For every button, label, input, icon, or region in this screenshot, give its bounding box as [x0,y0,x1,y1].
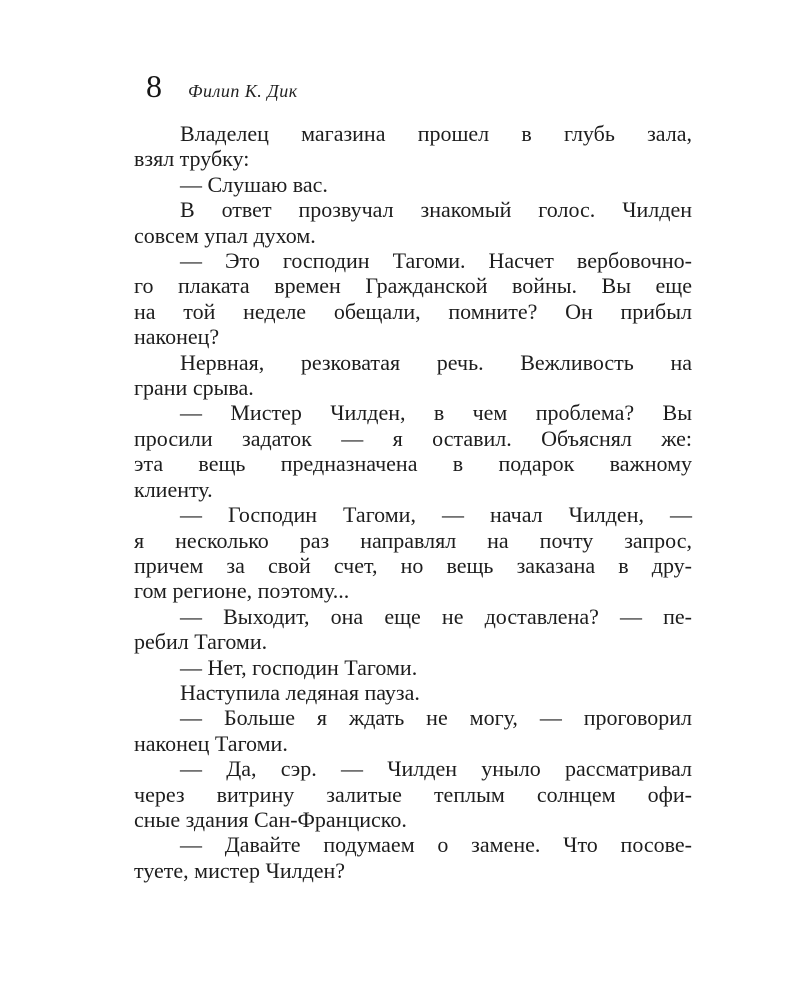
paragraph [134,400,692,502]
paragraph [134,832,692,883]
paragraph [134,172,692,197]
text-line: гом регионе, поэтому... [134,578,350,604]
text-line: — Нет, господин Тагоми. [180,654,418,680]
paragraph [134,756,692,832]
text-line: — Слушаю вас. [180,171,328,197]
paragraph [134,502,692,604]
text-line: — Да, сэр. — Чилден уныло рассматривал [180,756,692,782]
page-header [146,70,298,102]
paragraph [134,350,692,401]
text-line: наконец? [134,324,220,350]
paragraph [134,680,692,705]
text-line: взял трубку: [134,146,250,172]
text-line: на той неделе обещали, помните? Он прибыл [134,298,692,324]
text-line: — Господин Тагоми, — начал Чилден, — [180,502,692,528]
text-line: совсем упал духом. [134,222,316,248]
paragraph [134,197,692,248]
text-line: грани срыва. [134,375,254,401]
text-line: Наступила ледяная пауза. [180,679,420,705]
text-line: Нервная, резковатая речь. Вежливость на [180,349,692,375]
text-line: — Давайте подумаем о замене. Что посове- [180,832,692,858]
text-line: Владелец магазина прошел в глубь зала, [180,121,692,146]
text-line: ребил Тагоми. [134,629,268,655]
page-number: 8 [146,68,162,104]
paragraph [134,248,692,350]
paragraph [134,604,692,655]
text-line: — Это господин Тагоми. Насчет вербовочно- [180,248,692,274]
text-line: туете, мистер Чилден? [134,857,346,883]
text-line: — Больше я ждать не могу, — проговорил [180,705,692,731]
text-line: я несколько раз направлял на почту запрос, [134,527,692,553]
text-line: — Мистер Чилден, в чем проблема? Вы [180,400,692,426]
body-text [134,121,692,883]
text-line: наконец Тагоми. [134,730,288,756]
text-line: причем за свой счет, но вещь заказана в дру- [134,552,692,578]
text-line: го плаката времен Гражданской войны. Вы еще [134,273,692,299]
text-line: эта вещь предназначена в подарок важному [134,451,692,477]
paragraph [134,121,692,172]
text-line: просили задаток — я оставил. Объяснял же: [134,425,692,451]
text-line: сные здания Сан-Франциско. [134,806,407,832]
text-line: через витрину залитые теплым солнцем офи- [134,781,692,807]
text-line: В ответ прозвучал знакомый голос. Чилден [180,197,692,223]
text-line: — Выходит, она еще не доставлена? — пе- [180,603,692,629]
text-line: клиенту. [134,476,213,502]
paragraph [134,655,692,680]
running-title: Филип К. Дик [188,81,298,101]
paragraph [134,705,692,756]
